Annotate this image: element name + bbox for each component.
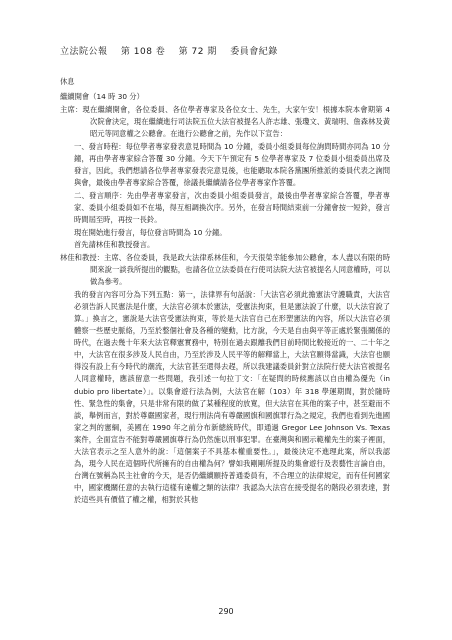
document-body xyxy=(60,76,390,507)
volume-number: 第 108 卷 xyxy=(120,47,166,57)
speaker-testimony: 我的發言內容可分為下列五點：第一，法律界有句話說：「大法官必須此擔憲法守護職責，大法官必須告訴人民憲法是什麼，大法官必須本於憲法，受憲法拘束，但是憲法說了什麼，以大法官說了算。」換言之，憲說是大法官受憲法拘束，等於是大法官自己在形塑憲法的內容，所以大法官必須體察一些歷史脈絡，乃至於整個社會及各種的變動，比方說，今天是自由與平等正處於緊張關係的時代，在過去幾十年來大法官釋憲實務中，特別在過去跟離我們目前時間比較接近的一、二十年之中，大法官在很多涉及人民自由，乃至於涉及人民平等的解釋當上，大法官願得當識，大法官也願得沒有設上有今時代的潮流，大法官甚至還得去趕，所以我建議委員針對立法院行使大法官被提名人同意權時，應該留意一些問題，我引述一句拉丁文：「在疑問的時候應該以自由權為優先（in dubio pro libertate）」。以集會遊行法為例，大法官在解（103）年 318 學運期間，對於隨時性、緊急性的集會，只是非常有限的做了某種程度的放寬，但大法官在其他的案子中，甚至避而不談，舉例而言，對於尊嚴國家者，現行刑法尚有尊嚴國旗和國旗罪行為之規定，我們也看到先進國家之判的憲綱，美國在 1990 年之前分布新總統時代，即通過 Gregor Lee Johnson Vs. Texas 案件，全面宣告不能對尊嚴國旗尊行為仍然施以刑事犯罪。在臺灣與和國示範權先生的案子裡面，大法官表示之至人意外的說：「這個案子不具基本權重要性。」，最後決定不進理此案，所以我認為，現今人民在這個時代所擁有的自由權為何？譬如我剛剛所提及的集會遊行及表藝性言論自由，台灣在號稱為民主社會的今天，是否仍繼續願持普通委員有，不合理立的法律規定，而有任何國家中，國家機關任意的去執行這樣有違權之類的法律？我認為大法官在接受提名的階段必須表達，對於這些具有價值了權之權，相對於其他 xyxy=(74,289,390,505)
publication-title: 立法院公報 xyxy=(60,47,108,57)
issue-number: 第 72 期 xyxy=(178,47,217,57)
section-title: 委員會紀錄 xyxy=(230,47,278,57)
speaker-opening: 林佳和教授：主席、各位委員，我是政大法律系林佳和，今天很榮幸能參加公聽會，本人盡以有限的時間來說一談我所提出的觀點，也請各位立法委員在行使司法院大法官被提名人同意權時，可以做為參考。 xyxy=(60,252,390,287)
recess-note: 休息 xyxy=(60,77,75,86)
resume-note: 繼續開會（14 時 30 分） xyxy=(60,92,144,102)
page-header xyxy=(60,44,288,57)
first-speaker-call: 首先請林佳和教授發言。 xyxy=(74,240,155,250)
rule-speaking-order: 二、發言順序：先由學者專家發言，次由委員小組委員發言，最後由學者專家綜合答覆，學者專家、委員小組委員如不在場，得互相調換次序。另外，在發言時間結束前一分鐘會按一短鈴，發言時間屆至時，再按一長鈴。 xyxy=(74,190,390,224)
chair-remarks: 主席：現在繼續開會，各位委員、各位學者專家及各位女士、先生，大家午安！根據本院本會期第 4 次院會決定，現在繼續進行司法院五位大法官被提名人許志雄、張瓊文、黃瑞明、詹森林及黃昭元等同意權之公聽會。在進行公聽會之前，先作以下宣告： xyxy=(60,104,390,138)
start-announcement: 現在開始進行發言，每位發言時間為 10 分鐘。 xyxy=(74,227,227,237)
rule-speaking-time: 一、發言時程：每位學者專家發表意見時間為 10 分鐘，委員小組委員每位詢問時間亦同為 10 分鐘，再由學者專家綜合答覆 30 分鐘。今天下午預定有 5 位學者專家及 7 位委員小組委員出席及發言，因此，我們想請各位學者專家發表完意見後，也能聽取本院各黨團所推派的委員代表之詢問與會，最後由學者專家綜合答覆，徐議長繼續請各位學者專家作答覆。 xyxy=(74,141,390,187)
page-number: 290 xyxy=(218,607,234,616)
